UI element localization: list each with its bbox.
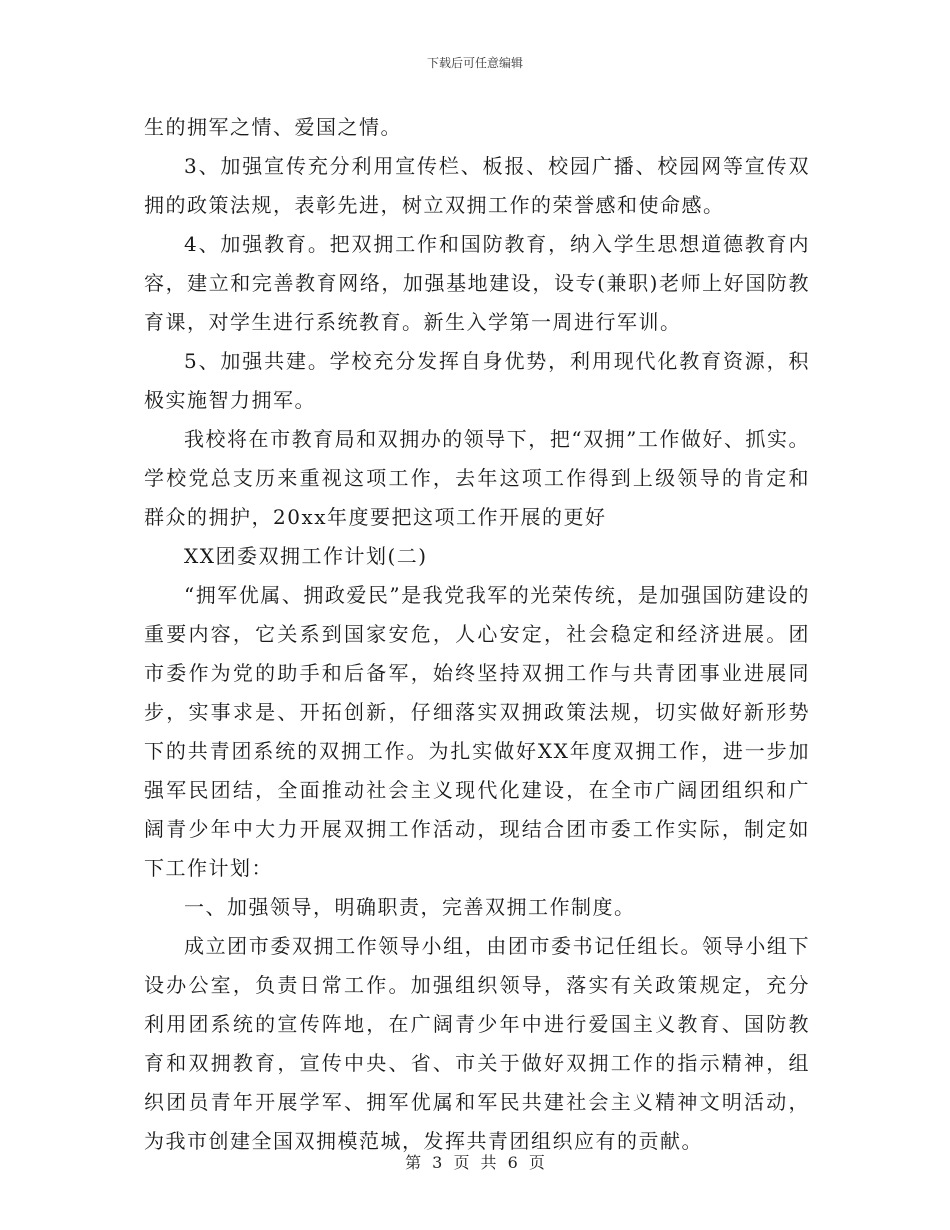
section-heading-1: 一、加强领导，明确职责，完善双拥工作制度。 (184, 895, 636, 919)
paragraph-5: 我校将在市教育局和双拥办的领导下，把“双拥”工作做好、抓实。学校党总支历来重视这项工作，去年这项工作得到上级领导的肯定和群众的拥护，20xx年度要把这项工作开展的更好 (144, 427, 810, 529)
page-number: 第 3 页 共 6 页 (405, 1153, 545, 1172)
paragraph-3: 4、加强教育。把双拥工作和国防教育，纳入学生思想道德教育内容，建立和完善教育网络，加强基地建设，设专(兼职)老师上好国防教育课，对学生进行系统教育。新生入学第一周进行军训。 (144, 232, 810, 334)
section-title: XX团委双拥工作计划(二) (184, 544, 428, 568)
paragraph-7: “拥军优属、拥政爱民”是我党我军的光荣传统，是加强国防建设的重要内容，它关系到国家安危，人心安定，社会稳定和经济进展。团市委作为党的助手和后备军，始终坚持双拥工作与共青团事业进展同步，实事求是、开拓创新，仔细落实双拥政策法规，切实做好新形势下的共青团系统的双拥工作。为扎实做好XX年度双拥工作，进一步加强军民团结，全面推动社会主义现代化建设，在全市广阔团组织和广阔青少年中大力开展双拥工作活动，现结合团市委工作实际，制定如下工作计划： (144, 583, 810, 880)
page-header: 下载后可任意编辑 (426, 56, 523, 70)
paragraph-1: 生的拥军之情、爱国之情。 (144, 115, 402, 139)
paragraph-2: 3、加强宣传充分利用宣传栏、板报、校园广播、校园网等宣传双拥的政策法规，表彰先进，树立双拥工作的荣誉感和使命感。 (144, 154, 810, 217)
document-body (144, 108, 810, 1161)
paragraph-4: 5、加强共建。学校充分发挥自身优势，利用现代化教育资源，积极实施智力拥军。 (144, 349, 810, 412)
paragraph-9: 成立团市委双拥工作领导小组，由团市委书记任组长。领导小组下设办公室，负责日常工作。加强组织领导，落实有关政策规定，充分利用团系统的宣传阵地，在广阔青少年中进行爱国主义教育、国防教育和双拥教育，宣传中央、省、市关于做好双拥工作的指示精神，组织团员青年开展学军、拥军优属和军民共建社会主义精神文明活动，为我市创建全国双拥模范城，发挥共青团组织应有的贡献。 (144, 934, 810, 1153)
